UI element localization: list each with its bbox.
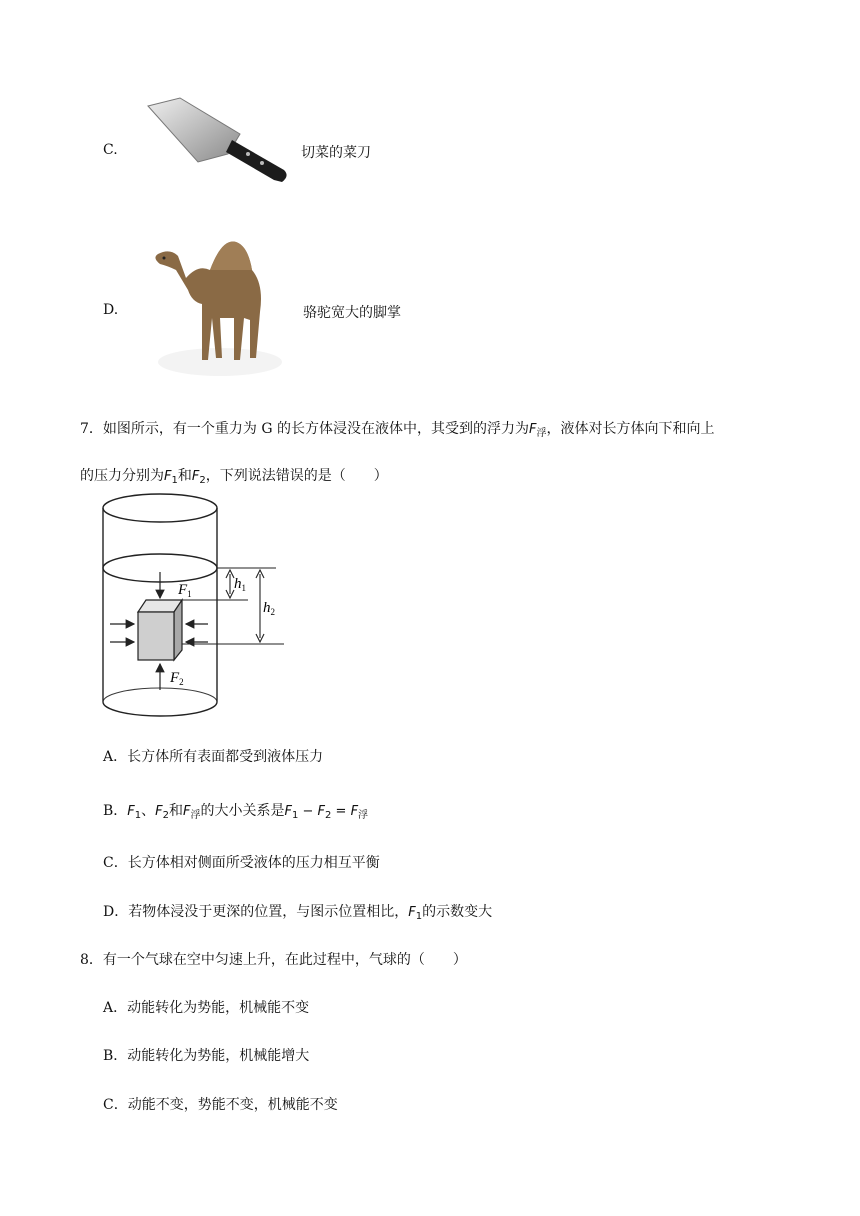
- f2-label: $F_2$: [170, 670, 184, 687]
- buoyancy-diagram: [96, 490, 296, 722]
- option-c-letter: C.: [103, 142, 118, 158]
- q8-stem: 8．有一个气球在空中匀速上升，在此过程中，气球的（ ）: [80, 952, 467, 968]
- q7-stem-line1: [80, 418, 714, 439]
- f2-subscript: 2: [199, 475, 206, 486]
- and-word: 和: [177, 468, 192, 484]
- cleaver-knife-image: [136, 96, 296, 188]
- q7-stem-line2: [80, 465, 388, 486]
- f1-subscript: 1: [171, 475, 178, 486]
- float-subscript: 浮: [536, 428, 547, 439]
- q7-option-c: C．长方体相对侧面所受液体的压力相互平衡: [103, 855, 380, 871]
- option-d-letter: D.: [103, 302, 119, 318]
- f1-label: $F_1$: [178, 582, 192, 599]
- q8-option-b: B．动能转化为势能，机械能增大: [103, 1048, 310, 1064]
- q7-stem-line2-b: ，下列说法错误的是（ ）: [205, 468, 388, 484]
- camel-image: [140, 234, 290, 388]
- h1-label: $h_1$: [234, 576, 246, 593]
- q7-option-d: D．若物体浸没于更深的位置，与图示位置相比，$F_1$的示数变大: [103, 904, 493, 922]
- option-c-caption: 切菜的菜刀: [301, 145, 371, 161]
- q8-option-a: A．动能转化为势能，机械能不变: [103, 1000, 310, 1016]
- cylinder-bottom: [103, 702, 217, 716]
- f2-symbol: F: [191, 469, 200, 484]
- cuboid: [138, 600, 182, 660]
- h2-label: $h_2$: [263, 600, 275, 617]
- q8-option-c: C．动能不变，势能不变，机械能不变: [103, 1097, 338, 1113]
- option-d-caption: 骆驼宽大的脚掌: [303, 305, 401, 321]
- f1-symbol: F: [164, 469, 172, 484]
- f-float-symbol: F: [529, 422, 537, 437]
- cylinder-top-rim: [103, 494, 217, 522]
- q7-option-a: A．长方体所有表面都受到液体压力: [103, 749, 324, 765]
- q7-option-b: B．$F_1$、$F_2$和$F_浮$的大小关系是$F_1 - F_2 = F_浮$: [103, 803, 369, 821]
- q7-stem-line2-a: 的压力分别为: [80, 468, 164, 484]
- q7-stem-line1-a: 7．如图所示，有一个重力为 G 的长方体浸没在液体中，其受到的浮力为: [80, 421, 529, 437]
- q7-stem-line1-b: ，液体对长方体向下和向上: [546, 421, 715, 437]
